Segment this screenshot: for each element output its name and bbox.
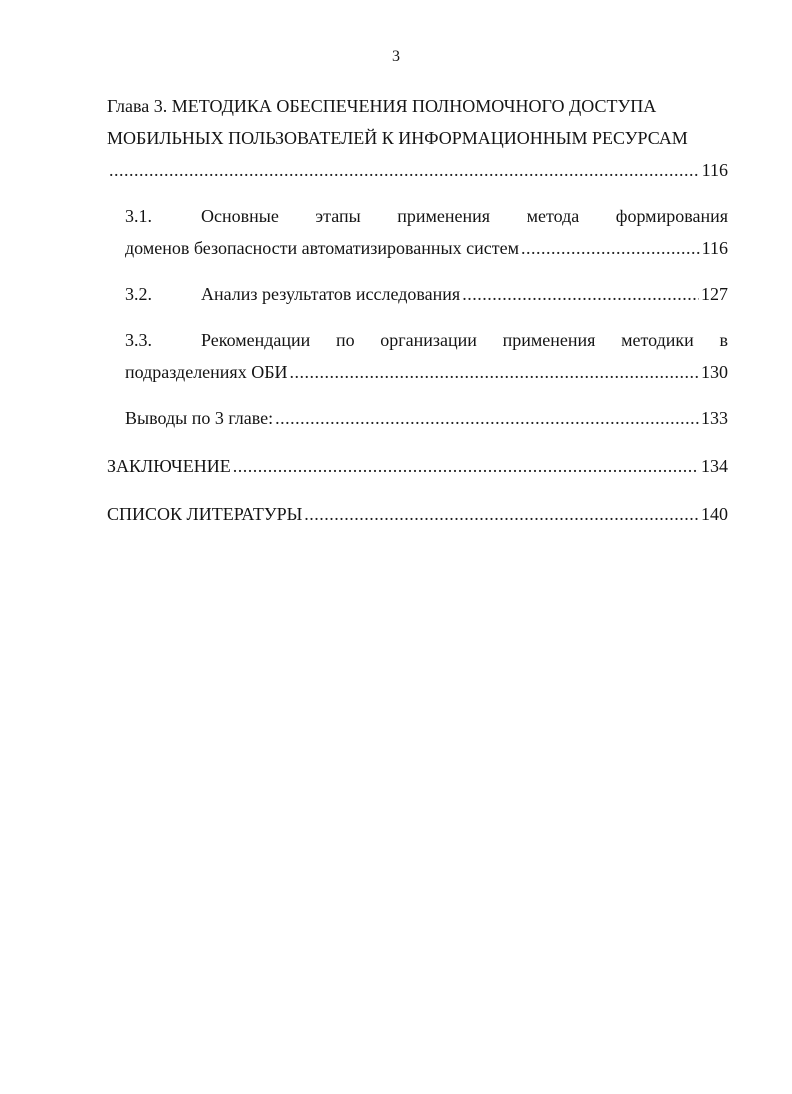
toc-entry-3-3[interactable] [125,324,728,388]
section-number: 3.1. [125,206,152,226]
title-word: организации [380,330,477,350]
toc-entry-3-3-line-1 [125,324,728,356]
title-word: методики [621,330,694,350]
entry-title: Выводы по 3 главе: [125,408,274,428]
section-page-ref: 116 [701,238,728,258]
dot-leader [521,232,700,264]
section-number: 3.2. [125,284,152,304]
section-title-words [201,324,728,356]
dot-leader [233,450,699,482]
page-number: 3 [392,48,400,65]
title-word: применения [397,206,491,226]
toc-entry-3-1[interactable] [125,200,728,264]
dot-leader [304,498,699,530]
title-word: Основные [201,206,279,226]
section-page-ref: 127 [701,284,728,304]
toc-entry-3-1-line-1 [125,200,728,232]
table-of-contents [107,90,728,530]
section-number: 3.3. [125,330,152,350]
entry-title: ЗАКЛЮЧЕНИЕ [107,456,231,476]
title-word: этапы [315,206,361,226]
dot-leader [275,402,699,434]
chapter-page-ref: 116 [701,160,728,180]
dot-leader [290,356,699,388]
title-word: Рекомендации [201,330,311,350]
title-word: применения [502,330,596,350]
section-page-ref: 130 [701,362,728,382]
toc-entry-conclusions[interactable] [125,402,728,434]
dot-leader [109,154,700,186]
chapter-title-line-1: Глава 3. МЕТОДИКА ОБЕСПЕЧЕНИЯ ПОЛНОМОЧНОГО ДОСТУПА [107,96,657,116]
dot-leader [462,278,699,310]
toc-entry-bibliography[interactable] [107,498,728,530]
section-title-words [201,200,728,232]
section-title-continuation: подразделениях ОБИ [125,362,288,382]
chapter-title-line-2: МОБИЛЬНЫХ ПОЛЬЗОВАТЕЛЕЙ К ИНФОРМАЦИОННЫМ РЕСУРСАМ [107,128,688,148]
toc-entry-3-2-line [125,278,728,310]
entry-page-ref: 133 [701,408,728,428]
entry-page-ref: 140 [701,504,728,524]
title-word: в [719,330,728,350]
section-title-continuation: доменов безопасности автоматизированных систем [125,238,519,258]
toc-entry-3-2[interactable] [125,278,728,310]
entry-page-ref: 134 [701,456,728,476]
section-title: Анализ результатов исследования [201,284,461,304]
toc-entry-conclusion[interactable] [107,450,728,482]
toc-entry-3-1-line-2 [125,232,728,264]
title-word: по [335,330,355,350]
title-word: метода [526,206,580,226]
entry-title: СПИСОК ЛИТЕРАТУРЫ [107,504,303,524]
chapter-leader-line [107,154,728,186]
toc-entry-3-3-line-2 [125,356,728,388]
title-word: формирования [615,206,728,226]
